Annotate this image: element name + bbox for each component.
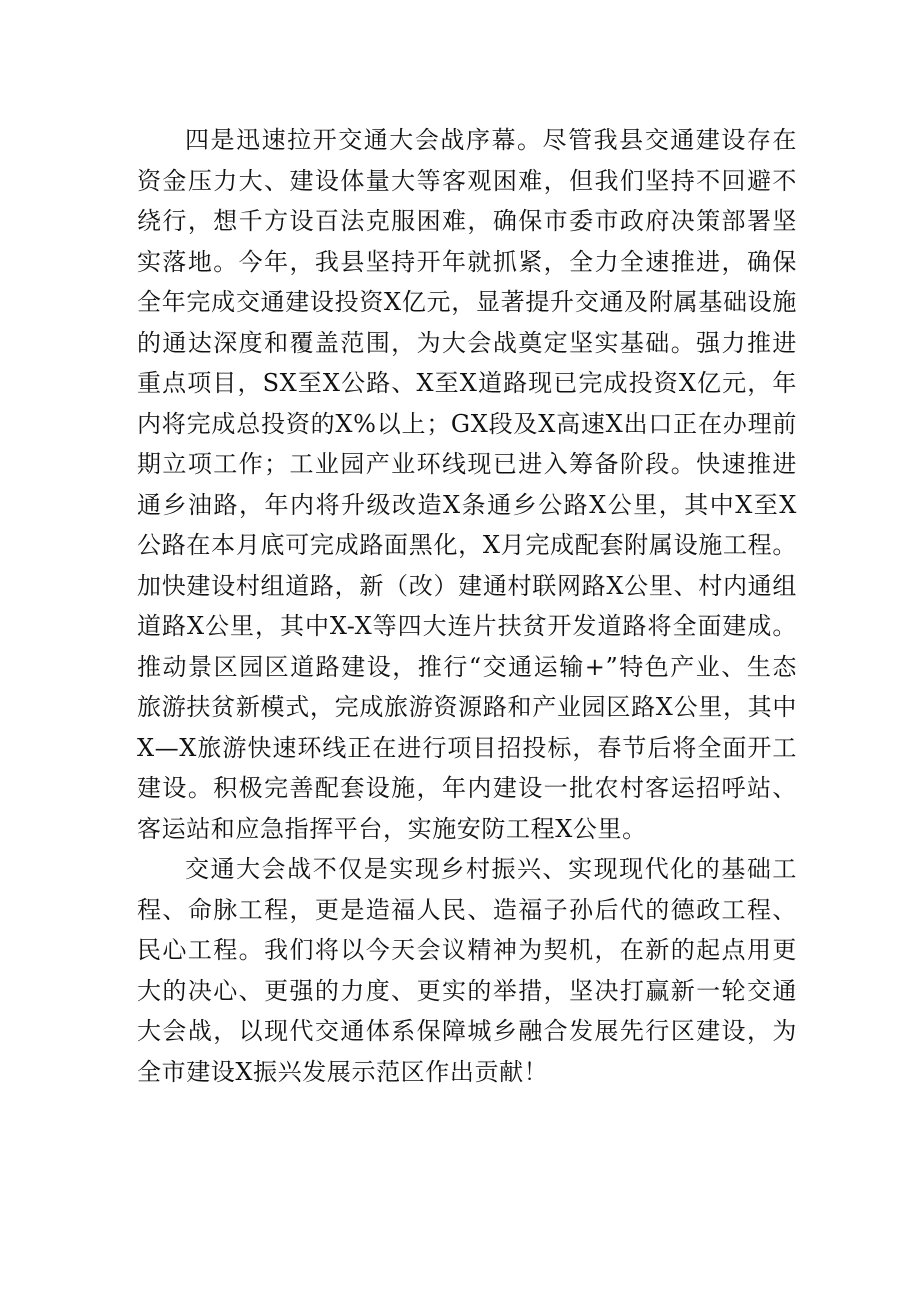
document-body xyxy=(137,120,797,1092)
paragraph-conclusion: 交通大会战不仅是实现乡村振兴、实现现代化的基础工程、命脉工程，更是造福人民、造福子孙后代的德政工程、民心工程。我们将以今天会议精神为契机，在新的起点用更大的决心、更强的力度、更实的举措，坚决打赢新一轮交通大会战，以现代交通体系保障城乡融合发展先行区建设，为全市建设X振兴发展示范区作出贡献！ xyxy=(137,855,797,1086)
paragraph-transport-campaign: 四是迅速拉开交通大会战序幕。尽管我县交通建设存在资金压力大、建设体量大等客观困难，但我们坚持不回避不绕行，想千方设百法克服困难，确保市委市政府决策部署坚实落地。今年，我县坚持开年就抓紧，全力全速推进，确保全年完成交通建设投资X亿元，显著提升交通及附属基础设施的通达深度和覆盖范围，为大会战奠定坚实基础。强力推进重点项目，SX至X公路、X至X道路现已完成投资X亿元，年内将完成总投资的X%以上；GX段及X高速X出口正在办理前期立项工作；工业园产业环线现已进入筹备阶段。快速推进通乡油路，年内将升级改造X条通乡公路X公里，其中X至X公路在本月底可完成路面黑化，X月完成配套附属设施工程。加快建设村组道路，新（改）建通村联网路X公里、村内通组道路X公里，其中X-X等四大连片扶贫开发道路将全面建成。推动景区园区道路建设，推行“交通运输+”特色产业、生态旅游扶贫新模式，完成旅游资源路和产业园区路X公里，其中X—X旅游快速环线正在进行项目招投标，春节后将全面开工建设。积极完善配套设施，年内建设一批农村客运招呼站、客运站和应急指挥平台，实施安防工程X公里。 xyxy=(137,126,797,843)
